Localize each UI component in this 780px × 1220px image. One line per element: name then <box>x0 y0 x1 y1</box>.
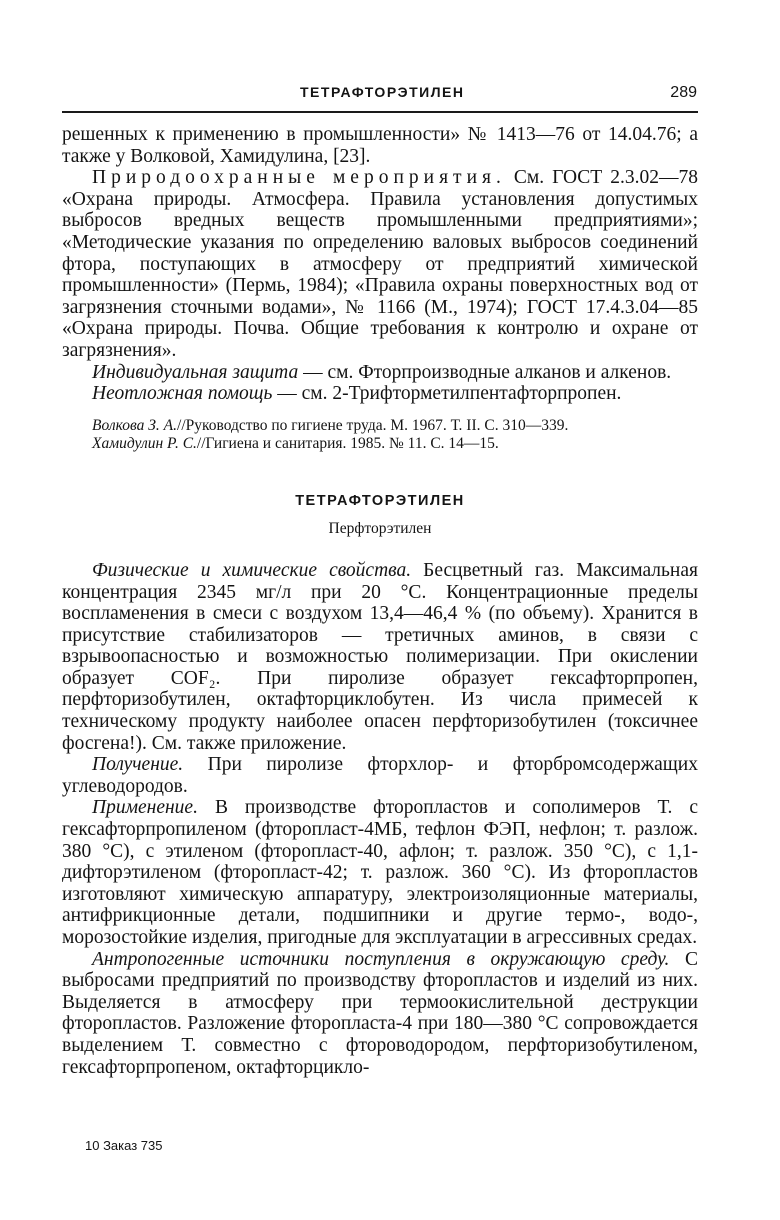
production-label: Получение. <box>92 754 184 776</box>
continuation-paragraph: решенных к применению в промышленности» № 1413—76 от 14.04.76; а также у Волковой, Хамидулина, [23]. <box>62 124 698 167</box>
printer-signature: 10 Заказ 735 <box>85 1138 163 1153</box>
production-paragraph <box>62 754 698 797</box>
individual-protection-paragraph <box>62 362 698 384</box>
application-paragraph <box>62 797 698 948</box>
article-title: ТЕТРАФТОРЭТИЛЕН <box>295 492 465 509</box>
individual-protection-label: Индивидуальная защита <box>92 361 299 383</box>
sources-paragraph <box>62 949 698 1079</box>
reference-2 <box>62 435 698 453</box>
first-aid-text: — см. 2-Трифторметилпентафторпропен. <box>272 383 622 405</box>
running-title: ТЕТРАФТОРЭТИЛЕН <box>300 84 465 100</box>
reference-author: Хамидулин Р. С. <box>92 434 197 452</box>
production-text: При пиролизе фторхлор- и фторбромсодержащих углеводородов. <box>62 754 698 797</box>
properties-text: Бесцветный газ. Максимальная концентрация 2345 мг/л при 20 °С. Концентрационные пределы воспламенения в смеси с воздухом 13,4—46,4 % (по объему). Хранится в присутствие стабилизаторов — третичных аминов, в связи с взрывоопасностью и возможностью полимеризации. При окислении образует COF₂. При пиролизе образует гексафторпропен, перфторизобутилен, октафторциклобутен. Из числа примесей к техническому продукту наиболее опасен перфторизобутилен (токсичнее фосгена!). См. также приложение. <box>62 559 698 754</box>
sources-text: С выбросами предприятий по производству фторопластов и изделий из них. Выделяется в атмосферу при термоокислительной деструкции фторопластов. Разложение фторопласта-4 при 180—380 °С сопровождается выделением Т. совместно с фтороводородом, перфторизобутиленом, гексафторпропеном, октафторцикло- <box>62 948 698 1078</box>
nature-protection-text: См. ГОСТ 2.3.02—78 «Охрана природы. Атмосфера. Правила установления допустимых выбросов вредных веществ промышленными предприятиями»; «Методические указания по определению валовых выбросов соединений фтора, поступающих в атмосферу от предприятий химической промышленности» (Пермь, 1984); «Правила охраны поверхностных вод от загрязнения сточными водами», № 1166 (М., 1974); ГОСТ 17.4.3.04—85 «Охрана природы. Почва. Общие требования к контролю и охране от загрязнения». <box>62 167 698 361</box>
nature-protection-label: Природоохранные мероприятия. <box>92 167 506 189</box>
first-aid-paragraph <box>62 383 698 405</box>
reference-1 <box>62 417 698 435</box>
reference-author: Волкова З. А. <box>92 416 178 434</box>
properties-paragraph <box>62 560 698 754</box>
reference-text: //Руководство по гигиене труда. М. 1967. Т. II. С. 310—339. <box>177 416 569 434</box>
sources-label: Антропогенные источники поступления в окружающую среду. <box>92 948 670 970</box>
nature-protection-paragraph <box>62 167 698 361</box>
article-synonym: Перфторэтилен <box>328 520 432 538</box>
application-label: Применение. <box>92 797 198 819</box>
page-number: 289 <box>670 84 697 101</box>
page-body <box>62 124 698 1078</box>
individual-protection-text: — см. Фторпроизводные алканов и алкенов. <box>298 361 672 383</box>
reference-text: //Гигиена и санитария. 1985. № 11. С. 14—15. <box>196 434 499 452</box>
properties-label: Физические и химические свойства. <box>92 559 412 581</box>
first-aid-label: Неотложная помощь <box>92 383 273 405</box>
header-rule <box>62 111 698 113</box>
application-text: В производстве фторопластов и сополимеров Т. с гексафторпропиленом (фторопласт-4МБ, тефлон ФЭП, нефлон; т. разлож. 380 °С), с этиленом (фторопласт-40, афлон; т. разлож. 350 °С), с 1,1-дифторэтиленом (фторопласт-42; т. разлож. 360 °С). Из фторопластов изготовляют химическую аппаратуру, электроизоляционные материалы, антифрикционные детали, подшипники и другие термо-, водо-, морозостойкие изделия, пригодные для эксплуатации в агрессивных средах. <box>62 797 698 948</box>
